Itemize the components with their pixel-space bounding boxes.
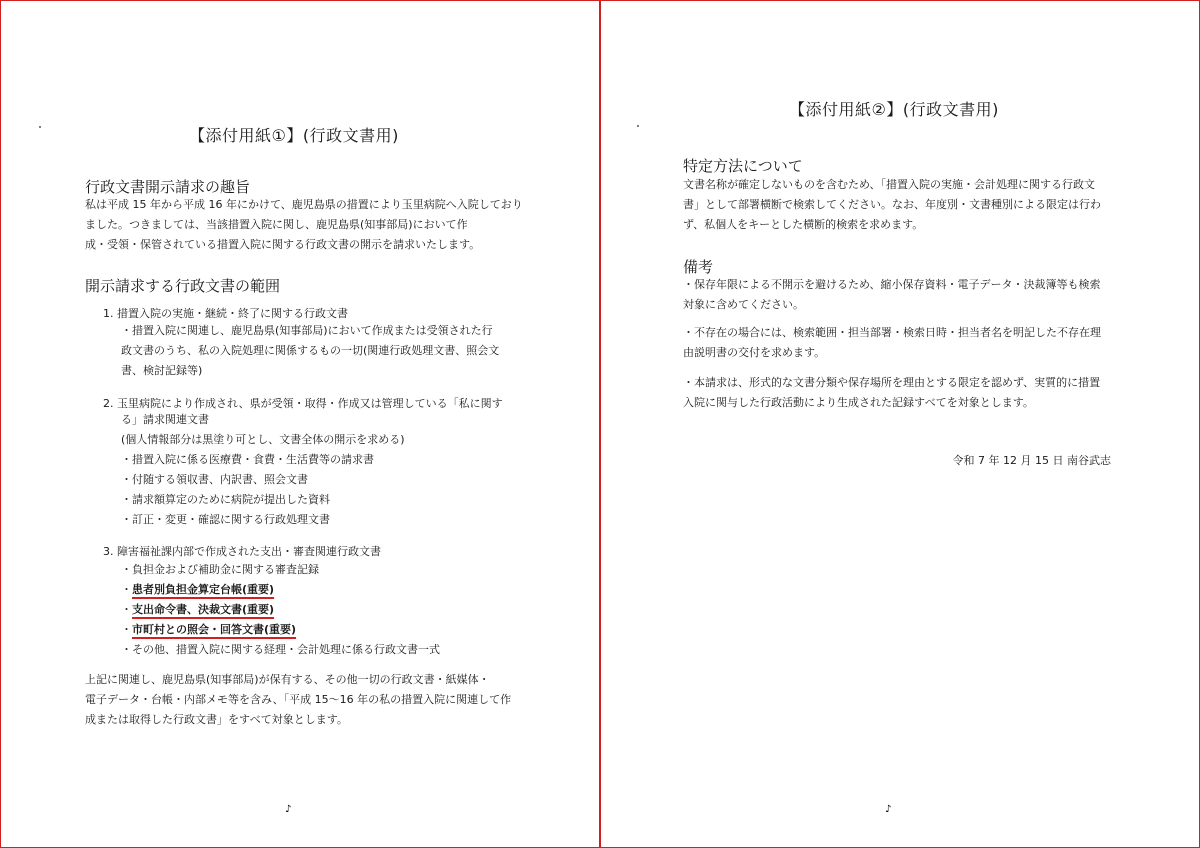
remarks-paragraph-3: [683, 373, 1100, 413]
section-heading-scope: 開示請求する行政文書の範囲: [85, 277, 281, 295]
important-line-2: ・支出命令書、決裁文書(重要): [121, 603, 275, 616]
section-heading-purpose: 行政文書開示請求の趣旨: [85, 178, 251, 196]
text-line: 対象に含めてください。: [683, 298, 804, 311]
closing-paragraph: [85, 670, 511, 730]
text-line: 電子データ・台帳・内部メモ等を含み、「平成 15〜16 年の私の措置入院に関連して作: [85, 693, 512, 706]
text-line: ・不存在の場合には、検索範囲・担当部署・検索日時・担当者名を明記した不存在理: [683, 326, 1101, 339]
text-line: (個人情報部分は黒塗り可とし、文書全体の開示を求める): [121, 433, 405, 446]
important-line-1: ・患者別負担金算定台帳(重要): [121, 583, 275, 596]
text-line: ず、私個人をキーとした横断的検索を求めます。: [683, 218, 924, 231]
text-line: 書」として部署横断で検索してください。なお、年度別・文書種別による限定は行わ: [683, 198, 1101, 211]
list-item-1-head: 1. 措置入院の実施・継続・終了に関する行政文書: [103, 307, 348, 320]
text-line: 入院に関与した行政活動により生成された記録すべてを対象とします。: [683, 396, 1034, 409]
list-item-2-body: [121, 410, 405, 530]
remarks-paragraph-1: [683, 275, 1101, 315]
text-line: ・付随する領収書、内訳書、照会文書: [121, 473, 308, 486]
remarks-paragraph-2: [683, 323, 1101, 363]
text-line: ・訂正・変更・確認に関する行政処理文書: [121, 513, 330, 526]
text-line: る」請求関連文書: [121, 413, 209, 426]
text-line: 文書名称が確定しないものを含むため、「措置入院の実施・会計処理に関する行政文: [683, 178, 1096, 191]
section-heading-remarks: 備考: [683, 258, 714, 276]
text-line: 成または取得した行政文書」をすべて対象とします。: [85, 713, 348, 726]
page-mark: ♪: [285, 804, 292, 815]
purpose-paragraph: [85, 195, 523, 255]
page-title: 【添付用紙②】(行政文書用): [789, 100, 999, 119]
list-item-1-body: [121, 321, 499, 381]
text-line: 政文書のうち、私の入院処理に関係するもの一切(関連行政処理文書、照会文: [121, 344, 500, 357]
scan-speck: [39, 126, 41, 128]
text-line: 上記に関連し、鹿児島県(知事部局)が保有する、その他一切の行政文書・紙媒体・: [85, 673, 490, 686]
page-title: 【添付用紙①】(行政文書用): [189, 126, 399, 145]
text-line: ・その他、措置入院に関する経理・会計処理に係る行政文書一式: [121, 643, 440, 656]
scan-speck: [637, 125, 639, 127]
list-item-2-head: 2. 玉里病院により作成され、県が受領・取得・作成又は管理している「私に関す: [103, 397, 503, 410]
text-line: 成・受領・保管されている措置入院に関する行政文書の開示を請求いたします。: [85, 238, 481, 251]
important-line-3: ・市町村との照会・回答文書(重要): [121, 623, 297, 636]
text-line: ・本請求は、形式的な文書分類や保存場所を理由とする限定を認めず、実質的に措置: [683, 376, 1101, 389]
page-mark: ♪: [885, 804, 892, 815]
text-line: ・請求額算定のために病院が提出した資料: [121, 493, 330, 506]
text-line: ました。つきましては、当該措置入院に関し、鹿児島県(知事部局)において作: [85, 218, 468, 231]
date-and-signature: 令和 7 年 12 月 15 日 南谷武志: [952, 454, 1111, 467]
text-line: 私は平成 15 年から平成 16 年にかけて、鹿児島県の措置により玉里病院へ入院しており: [85, 198, 523, 211]
document-page-right: [600, 0, 1200, 848]
important-document-1: 患者別負担金算定台帳(重要): [132, 583, 275, 596]
text-line: ・措置入院に係る医療費・食費・生活費等の請求書: [121, 453, 374, 466]
text-line: 書、検討記録等): [121, 364, 203, 377]
text-line: ・措置入院に関連し、鹿児島県(知事部局)において作成または受領された行: [121, 324, 493, 337]
important-document-2: 支出命令書、決裁文書(重要): [132, 603, 275, 616]
method-paragraph: [683, 175, 1101, 235]
list-item-3-head: 3. 障害福祉課内部で作成された支出・審査関連行政文書: [103, 545, 381, 558]
section-heading-method: 特定方法について: [683, 157, 803, 175]
text-line: 由説明書の交付を求めます。: [683, 346, 826, 359]
list-item-3-body: [121, 560, 440, 660]
important-document-3: 市町村との照会・回答文書(重要): [132, 623, 297, 636]
text-line: ・保存年限による不開示を避けるため、縮小保存資料・電子データ・決裁簿等も検索: [683, 278, 1101, 291]
text-line: ・負担金および補助金に関する審査記録: [121, 563, 319, 576]
